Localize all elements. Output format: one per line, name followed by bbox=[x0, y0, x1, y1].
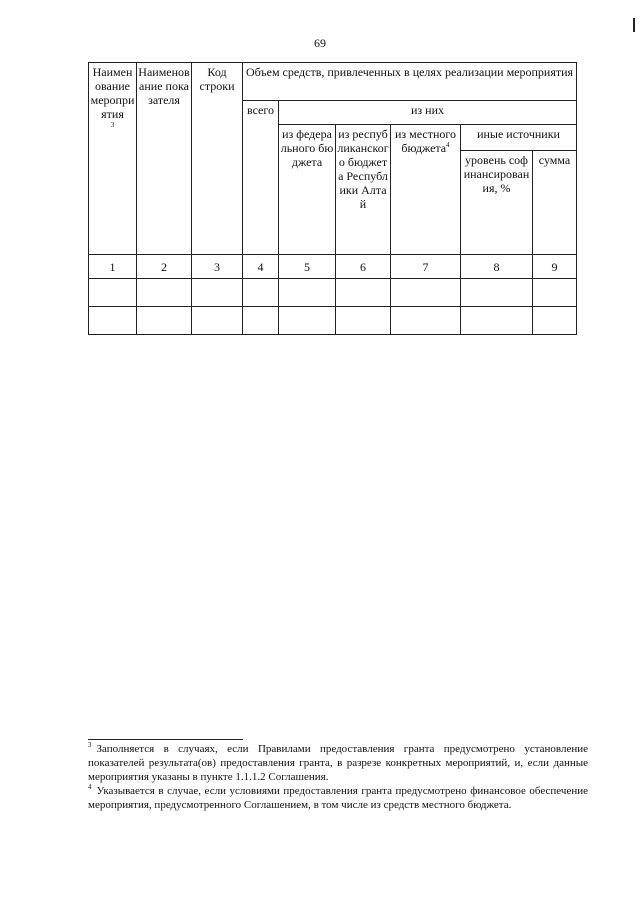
column-number: 1 bbox=[89, 255, 137, 279]
table-cell bbox=[461, 307, 533, 335]
footnote-mark: 3 bbox=[88, 741, 92, 750]
header-indicator-name: Наименование показателя bbox=[137, 63, 192, 255]
table-cell bbox=[192, 307, 243, 335]
table-cell bbox=[137, 307, 192, 335]
column-number: 5 bbox=[279, 255, 336, 279]
header-cofinancing: уровень софинансирования, % bbox=[461, 151, 533, 255]
column-number: 7 bbox=[391, 255, 461, 279]
column-number: 3 bbox=[192, 255, 243, 279]
header-activity-name-text: Наименование мероприятия bbox=[90, 65, 135, 121]
header-total: всего bbox=[243, 101, 279, 255]
footnote-ref-3: 3 bbox=[110, 121, 115, 129]
column-number: 2 bbox=[137, 255, 192, 279]
footnote-text: Указывается в случае, если условиями предоставления гранта предусмотрено финансовое обеспечение мероприятия, предусмотренного Соглашением, в том числе из средств местного бюджета. bbox=[88, 785, 588, 811]
column-number: 9 bbox=[533, 255, 577, 279]
table-cell bbox=[391, 307, 461, 335]
footnote-separator bbox=[88, 739, 243, 740]
table-cell bbox=[243, 279, 279, 307]
table-row bbox=[89, 307, 577, 335]
footnote bbox=[88, 742, 588, 784]
footnote-mark: 4 bbox=[88, 783, 92, 792]
column-number: 4 bbox=[243, 255, 279, 279]
footnote bbox=[88, 784, 588, 812]
header-of-which: из них bbox=[279, 101, 577, 125]
header-other-sources: иные источники bbox=[461, 125, 577, 151]
table-cell bbox=[137, 279, 192, 307]
table-cell bbox=[533, 307, 577, 335]
footnote-ref-4: 4 bbox=[446, 141, 450, 149]
header-federal: из федерального бюджета bbox=[279, 125, 336, 255]
header-row-code: Код строки bbox=[192, 63, 243, 255]
funding-table bbox=[88, 62, 577, 335]
edge-mark bbox=[633, 18, 635, 32]
table-cell bbox=[243, 307, 279, 335]
table-cell bbox=[336, 307, 391, 335]
table-cell bbox=[336, 279, 391, 307]
table-row bbox=[89, 279, 577, 307]
table-cell bbox=[279, 279, 336, 307]
column-number: 8 bbox=[461, 255, 533, 279]
footnotes bbox=[88, 742, 588, 812]
table-cell bbox=[192, 279, 243, 307]
header-activity-name bbox=[89, 63, 137, 255]
header-sum: сумма bbox=[533, 151, 577, 255]
column-number-row bbox=[89, 255, 577, 279]
table-cell bbox=[461, 279, 533, 307]
header-local bbox=[391, 125, 461, 255]
footnote-text: Заполняется в случаях, если Правилами предоставления гранта предусмотрено установление показателей результата(ов) предоставления гранта, в разрезе конкретных мероприятий, и, если данные мероприятия указаны в пункте 1.1.1.2 Соглашения. bbox=[88, 743, 588, 783]
column-number: 6 bbox=[336, 255, 391, 279]
header-republic: из республиканского бюджета Республики Алтай bbox=[336, 125, 391, 255]
table-cell bbox=[89, 307, 137, 335]
header-volume: Объем средств, привлеченных в целях реализации мероприятия bbox=[243, 63, 577, 101]
header-local-text: из местного бюджета bbox=[395, 127, 456, 155]
table-cell bbox=[533, 279, 577, 307]
table-cell bbox=[279, 307, 336, 335]
table-cell bbox=[89, 279, 137, 307]
table-cell bbox=[391, 279, 461, 307]
page-number: 69 bbox=[314, 36, 326, 50]
